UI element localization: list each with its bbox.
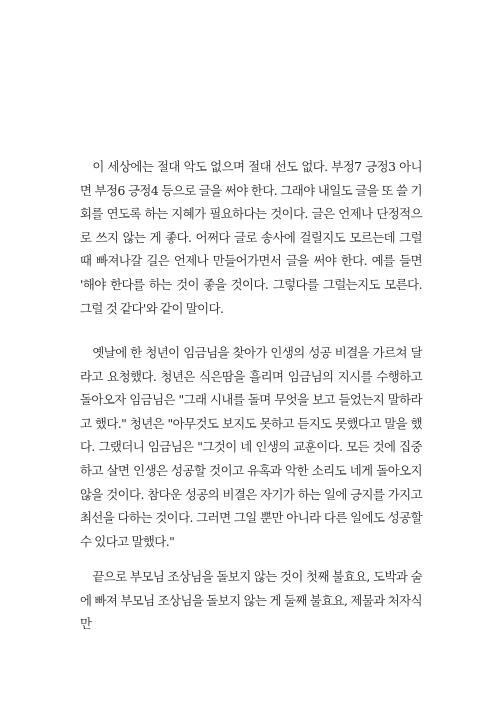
paragraph-2: 옛날에 한 청년이 임금님을 찾아가 인생의 성공 비결을 가르쳐 달라고 요청했다. 청년은 식은땀을 흘리며 임금님의 지시를 수행하고 돌아오자 임금님은 "그래 시내를 돌며 무엇을 보고 들었는지 말하라고 했다." 청년은 "아무것도 보지도 못하고 듣지도 못했다고 말을 했다. 그랬더니 임금님은 "그것이 네 인생의 교훈이다. 모든 것에 집중하고 살면 인생은 성공할 것이고 유혹과 악한 소리도 네게 돌아오지 않을 것이다. 참다운 성공의 비결은 자기가 하는 일에 긍지를 가지고 최선을 다하는 것이다. 그러면 그일 뿐만 아니라 다른 일에도 성공할 수 있다고 말했다." — [80, 345, 422, 549]
paragraph-3: 끝으로 부모님 조상님을 돌보지 않는 것이 첫째 불효요, 도박과 술에 빠져 부모님 조상님을 돌보지 않는 게 둘째 불효요, 제물과 처자식만 — [80, 569, 422, 632]
paragraph-1: 이 세상에는 절대 악도 없으며 절대 선도 없다. 부정7 긍정3 아니면 부정6 긍정4 등으로 글을 써야 한다. 그래야 내일도 글을 또 쓸 기회를 연도록 하는 지혜가 필요하다는 것이다. 글은 언제나 단정적으로 쓰지 않는 게 좋다. 어쩌다 글로 송사에 걸릴지도 모르는데 그럴 때 빠져나갈 길은 언제나 만들어가면서 글을 써야 한다. 예를 들면 '해야 한다를 하는 것이 좋을 것이다. 그렇다를 그럴는지도 모른다. 그럴 것 같다'와 같이 말이다. — [80, 159, 422, 316]
